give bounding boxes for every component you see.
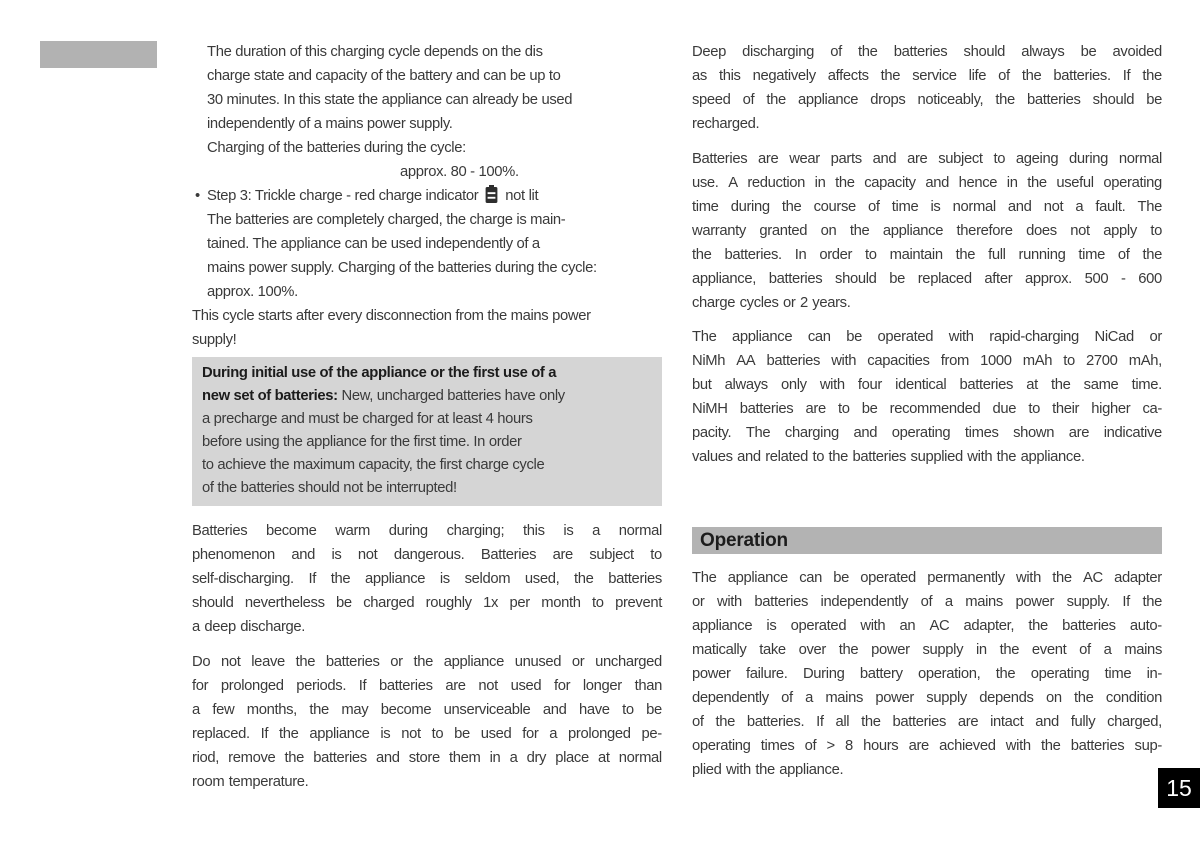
bullet-icon: • bbox=[195, 188, 200, 204]
paragraph-operation: The appliance can be operated permanently with the AC adapter or with batteries independently of a mains power supply. If the appliance is operated with an AC adapter, the batteries auto- matically take over the power supply in the event of a mains power failure. During battery operation, the operating time in- dependently of a mains power supply depends on the condition of the batteries. If all the batteries are intact and fully charged, operating times of > 8 hours are achieved with the batteries sup- plied with the appliance. bbox=[692, 570, 1162, 778]
cycle-start-note: This cycle starts after every disconnection from the mains power supply! bbox=[192, 308, 591, 348]
paragraph-batteries-warm: Batteries become warm during charging; this is a normal phenomenon and is not dangerous. Batteries are subject to self-discharging. If the appliance is seldom used, the batteries should nevertheless be charged roughly 1x per month to prevent a deep discharge. bbox=[192, 523, 662, 635]
left-column bbox=[192, 40, 662, 794]
box-title-line2-bold: new set of batteries: bbox=[202, 388, 338, 404]
operation-section-bar bbox=[692, 527, 1162, 554]
step3-text-pre: Step 3: Trickle charge - red charge indicator bbox=[207, 188, 479, 204]
paragraph-battery-capacities: The appliance can be operated with rapid-charging NiCad or NiMh AA batteries with capacities from 1000 mAh to 2700 mAh, but always only with four identical batteries at the same time. NiMH batteries are to be recommended due to their higher ca- pacity. The charging and operating times shown are indicative values and related to the batteries supplied with the appliance. bbox=[692, 329, 1162, 465]
operation-heading: Operation bbox=[700, 529, 788, 551]
paragraph-deep-discharging: Deep discharging of the batteries should always be avoided as this negatively affects the service life of the batteries. If the speed of the appliance drops noticeably, the batteries should be recharged. bbox=[692, 44, 1162, 132]
page-number-badge bbox=[1158, 768, 1200, 808]
box-body-lines: a precharge and must be charged for at least 4 hours before using the appliance for the first time. In order to achieve the maximum capacity, the first charge cycle of the batteries should not be interrupted! bbox=[202, 411, 545, 496]
step3-text-post: not lit bbox=[505, 188, 539, 204]
intro-lines: The duration of this charging cycle depends on the dis charge state and capacity of the battery and can be up to 30 minutes. In this state the appliance can already be used independently of a mains power supply. Charging of the batteries during the cycle: bbox=[207, 44, 573, 156]
approx-80-100-line: approx. 80 - 100%. bbox=[400, 164, 519, 180]
paragraph-wear-parts: Batteries are wear parts and are subject to ageing during normal use. A reduction in the capacity and hence in the useful operating time during the course of time is normal and not a fault. The warranty granted on the appliance therefore does not apply to the batteries. In order to maintain the full running time of the appliance, batteries should be replaced after approx. 500 - 600 charge cycles or 2 years. bbox=[692, 151, 1162, 311]
step3-lines: The batteries are completely charged, the charge is main- tained. The appliance can be used independently of a mains power supply. Charging of the batteries during the cycle: approx. 100%. bbox=[207, 212, 597, 300]
page-number: 15 bbox=[1166, 775, 1192, 801]
chapter-tab-marker bbox=[40, 41, 157, 68]
box-title-line2-rest: New, uncharged batteries have only bbox=[337, 388, 565, 404]
step3-first-line bbox=[207, 184, 662, 208]
paragraph-do-not-leave: Do not leave the batteries or the appliance unused or uncharged for prolonged periods. If batteries are not used for longer than a few months, the may become unserviceable and have to be replaced. If the appliance is not to be used for a prolonged pe- riod, remove the batteries and store them in a dry place at normal room temperature. bbox=[192, 654, 662, 790]
box-title-line2 bbox=[202, 385, 652, 408]
charging-cycle-intro bbox=[207, 40, 662, 184]
initial-use-highlight-box bbox=[192, 357, 662, 506]
right-column bbox=[692, 40, 1162, 782]
battery-icon bbox=[485, 185, 498, 203]
step3-content bbox=[207, 184, 662, 304]
step3-bullet-item bbox=[192, 184, 662, 304]
box-title-line1: During initial use of the appliance or the first use of a bbox=[202, 365, 557, 381]
